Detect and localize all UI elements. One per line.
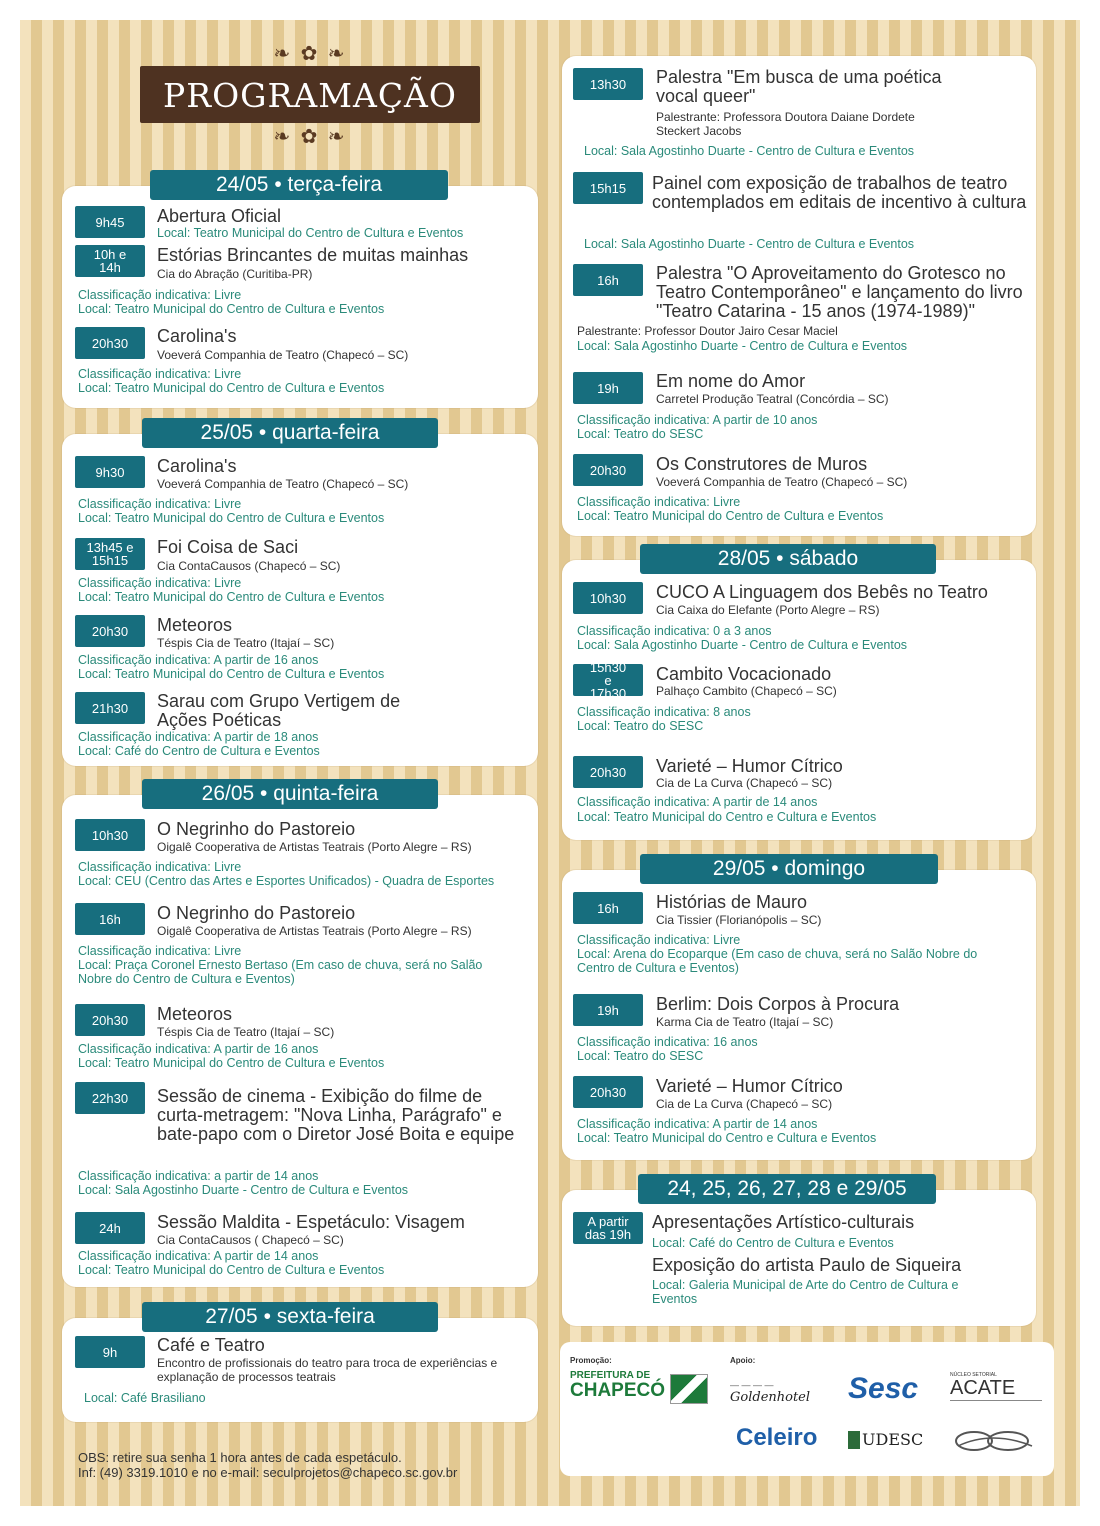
event-location: Local: Teatro Municipal do Centro de Cultura e Eventos (78, 511, 385, 525)
time-badge: 20h30 (75, 1004, 145, 1036)
event-location: Local: Teatro do SESC (577, 427, 704, 441)
event-classification: Classificação indicativa: Livre (78, 944, 242, 958)
time-badge: 16h (573, 892, 643, 924)
event-location: Local: Teatro do SESC (577, 719, 704, 733)
sponsors-panel (560, 1342, 1054, 1476)
event-location: Local: Teatro Municipal do Centro de Cultura e Eventos (78, 590, 385, 604)
event-location: Local: Teatro Municipal do Centro e Cultura e Eventos (577, 1131, 877, 1145)
footer-notes (78, 1450, 457, 1480)
flag-icon (670, 1374, 708, 1404)
event-company: Voeverá Companhia de Teatro (Chapecó – SC) (157, 348, 409, 362)
time-badge: 20h30 (573, 1076, 643, 1108)
event-classification: Classificação indicativa: 8 anos (577, 705, 751, 719)
event-location: Local: Teatro Municipal do Centro de Cultura e Eventos (78, 381, 385, 395)
event-title: Cambito Vocacionado (656, 664, 832, 684)
event-title: Sessão de cinema - Exibição do filme de curta-metragem: "Nova Linha, Parágrafo" e bate-papo com o Diretor José Boita e equipe (157, 1086, 515, 1144)
time-badge: 15h15 (573, 172, 643, 204)
ceo-swoosh-icon (952, 1428, 1038, 1454)
time-badge: 9h (75, 1336, 145, 1368)
time-badge: 10h e 14h (75, 245, 145, 277)
event-company: Voeverá Companhia de Teatro (Chapecó – SC) (157, 477, 409, 491)
event-company: Cia ContaCausos (Chapecó – SC) (157, 559, 341, 573)
event-company: Cia de La Curva (Chapecó – SC) (656, 776, 833, 790)
event-title: Sessão Maldita - Espetáculo: Visagem (157, 1212, 465, 1232)
event-title: Em nome do Amor (656, 371, 806, 391)
event-company: Palhaço Cambito (Chapecó – SC) (656, 684, 837, 698)
event-location: Local: Teatro Municipal do Centro de Cultura e Eventos (78, 1056, 385, 1070)
golden-hotel-logo: — — — — Goldenhotel (730, 1380, 811, 1405)
event-description: Encontro de profissionais do teatro para troca de experiências e explanação de processos teatrais (157, 1356, 498, 1384)
udesc-logo: UDESC (848, 1430, 923, 1449)
day-header-28: 28/05 • sábado (640, 544, 936, 574)
event-classification: Classificação indicativa: A partir de 18 anos (78, 730, 319, 744)
ornament-bottom: ❧ ✿ ❧ (273, 124, 347, 148)
event-title: Abertura Oficial (157, 206, 282, 226)
event-company: Cia ContaCausos ( Chapecó – SC) (157, 1233, 344, 1247)
event-title: Foi Coisa de Saci (157, 537, 299, 557)
event-classification: Classificação indicativa: Livre (78, 497, 242, 511)
event-location: Local: Teatro Municipal do Centro de Cultura e Eventos (157, 226, 464, 240)
event-classification: Classificação indicativa: Livre (78, 288, 242, 302)
event-location: Local: Sala Agostinho Duarte - Centro de Cultura e Eventos (584, 144, 915, 158)
event-classification: Classificação indicativa: A partir de 16 anos (78, 653, 319, 667)
event-title-2: Exposição do artista Paulo de Siqueira (652, 1255, 962, 1275)
event-location: Local: Teatro Municipal do Centro de Cultura e Eventos (78, 667, 385, 681)
ornament-top: ❧ ✿ ❧ (273, 41, 347, 65)
event-location: Local: Praça Coronel Ernesto Bertaso (Em caso de chuva, será no Salão Nobre do Centro de Cultura e Eventos) (78, 958, 483, 986)
acate-logo: NÚCLEO SETORIAL ACATE (950, 1372, 1042, 1409)
event-location: Local: Sala Agostinho Duarte - Centro de Cultura e Eventos (577, 339, 908, 353)
event-title: Palestra "O Aproveitamento do Grotesco no Teatro Contemporâneo" e lançamento do livro "Teatro Catarina - 15 anos (1974-1989)" (656, 263, 1023, 321)
prefeitura-chapeco-logo: PREFEITURA DE CHAPECÓ (570, 1370, 710, 1410)
event-location: Local: Teatro Municipal do Centro e Cultura e Eventos (577, 810, 877, 824)
day-header-27: 27/05 • sexta-feira (142, 1302, 438, 1332)
event-classification: Classificação indicativa: A partir de 14 anos (78, 1249, 319, 1263)
event-title: Meteoros (157, 1004, 233, 1024)
event-title: O Negrinho do Pastoreio (157, 903, 356, 923)
event-company: Téspis Cia de Teatro (Itajaí – SC) (157, 1025, 335, 1039)
event-company: Voeverá Companhia de Teatro (Chapecó – SC) (656, 475, 908, 489)
event-company: Carretel Produção Teatral (Concórdia – SC) (656, 392, 889, 406)
footer-obs: OBS: retire sua senha 1 hora antes de cada espetáculo. (78, 1450, 402, 1465)
event-classification: Classificação indicativa: a partir de 14 anos (78, 1169, 319, 1183)
event-company: Karma Cia de Teatro (Itajaí – SC) (656, 1015, 834, 1029)
day-header-26: 26/05 • quinta-feira (142, 779, 438, 809)
event-company: Cia de La Curva (Chapecó – SC) (656, 1097, 833, 1111)
time-badge: 9h45 (75, 206, 145, 238)
event-classification: Classificação indicativa: Livre (577, 933, 741, 947)
time-badge: 21h30 (75, 692, 145, 724)
event-title: Varieté – Humor Cítrico (656, 1076, 843, 1096)
time-badge: 10h30 (573, 582, 643, 614)
time-badge: 15h30 e 17h30 (573, 664, 643, 696)
event-speaker: Palestrante: Professor Doutor Jairo Cesar Maciel (577, 324, 838, 338)
time-badge: 22h30 (75, 1082, 145, 1114)
event-company: Téspis Cia de Teatro (Itajaí – SC) (157, 636, 335, 650)
support-label: Apoio: (730, 1356, 756, 1365)
time-badge: 20h30 (573, 756, 643, 788)
time-badge: 19h (573, 372, 643, 404)
event-classification: Classificação indicativa: A partir de 16 anos (78, 1042, 319, 1056)
time-badge: 9h30 (75, 456, 145, 488)
event-title: Carolina's (157, 326, 237, 346)
event-speaker: Palestrante: Professora Doutora Daiane Dordete Steckert Jacobs (656, 110, 915, 138)
event-title: Palestra "Em busca de uma poética vocal queer" (656, 67, 942, 106)
event-company: Cia Caixa do Elefante (Porto Alegre – RS) (656, 603, 880, 617)
event-title: Apresentações Artístico-culturais (652, 1212, 915, 1232)
event-company: Cia Tissier (Florianópolis – SC) (656, 913, 822, 927)
event-classification: Classificação indicativa: A partir de 14 anos (577, 795, 818, 809)
event-location: Local: Teatro Municipal do Centro de Cultura e Eventos (78, 302, 385, 316)
time-badge: 20h30 (75, 327, 145, 359)
title-block (140, 42, 480, 147)
footer-contact: Inf: (49) 3319.1010 e no e-mail: seculprojetos@chapeco.sc.gov.br (78, 1465, 458, 1480)
event-title: Estórias Brincantes de muitas mainhas (157, 245, 469, 265)
time-badge: 16h (75, 903, 145, 935)
time-badge: 19h (573, 994, 643, 1026)
event-company: Cia do Abração (Curitiba-PR) (157, 267, 313, 281)
day-header-24: 24/05 • terça-feira (150, 170, 448, 200)
event-location: Local: Arena do Ecoparque (Em caso de chuva, será no Salão Nobre do Centro de Cultura e Eventos) (577, 947, 978, 975)
event-location: Local: CEU (Centro das Artes e Esportes Unificados) - Quadra de Esportes (78, 874, 495, 888)
event-location-2: Local: Galeria Municipal de Arte do Centro de Cultura e Eventos (652, 1278, 959, 1306)
sesc-logo: Sesc (848, 1372, 919, 1405)
time-badge: 13h30 (573, 68, 643, 100)
event-classification: Classificação indicativa: Livre (577, 495, 741, 509)
event-title: Os Construtores de Muros (656, 454, 868, 474)
time-badge: 20h30 (573, 454, 643, 486)
udesc-mark-icon (848, 1431, 860, 1449)
event-title: Café e Teatro (157, 1335, 265, 1355)
event-title: Meteoros (157, 615, 233, 635)
event-company: Oigalê Cooperativa de Artistas Teatrais (Porto Alegre – RS) (157, 924, 472, 938)
event-title: Painel com exposição de trabalhos de teatro contemplados em editais de incentivo à cultura (652, 173, 1027, 212)
event-location: Local: Teatro Municipal do Centro de Cultura e Eventos (78, 1263, 385, 1277)
event-classification: Classificação indicativa: 0 a 3 anos (577, 624, 772, 638)
time-badge: 20h30 (75, 615, 145, 647)
time-badge: 13h45 e 15h15 (75, 538, 145, 570)
event-title: Carolina's (157, 456, 237, 476)
event-title: Varieté – Humor Cítrico (656, 756, 843, 776)
event-location: Local: Café do Centro de Cultura e Eventos (78, 744, 320, 758)
event-location: Local: Teatro do SESC (577, 1049, 704, 1063)
event-location: Local: Sala Agostinho Duarte - Centro de Cultura e Eventos (78, 1183, 409, 1197)
promotion-label: Promoção: (570, 1356, 612, 1365)
event-title: O Negrinho do Pastoreio (157, 819, 356, 839)
event-location: Local: Café Brasiliano (84, 1391, 206, 1405)
ceo-logo-icon (952, 1428, 1038, 1454)
event-location: Local: Teatro Municipal do Centro de Cultura e Eventos (577, 509, 884, 523)
event-location: Local: Sala Agostinho Duarte - Centro de Cultura e Eventos (577, 638, 908, 652)
day-header-25: 25/05 • quarta-feira (142, 418, 438, 448)
day-header-all: 24, 25, 26, 27, 28 e 29/05 (638, 1174, 936, 1204)
event-classification: Classificação indicativa: Livre (78, 860, 242, 874)
event-classification: Classificação indicativa: A partir de 14 anos (577, 1117, 818, 1131)
event-title: Histórias de Mauro (656, 892, 808, 912)
event-company: Oigalê Cooperativa de Artistas Teatrais (Porto Alegre – RS) (157, 840, 472, 854)
event-location: Local: Sala Agostinho Duarte - Centro de Cultura e Eventos (584, 237, 915, 251)
event-title: CUCO A Linguagem dos Bebês no Teatro (656, 582, 988, 602)
event-classification: Classificação indicativa: A partir de 10 anos (577, 413, 818, 427)
day-header-29: 29/05 • domingo (640, 854, 938, 884)
celeiro-logo: Celeiro (736, 1424, 818, 1451)
time-badge: 24h (75, 1212, 145, 1244)
event-title: Sarau com Grupo Vertigem de Ações Poéticas (157, 691, 401, 730)
time-badge: 16h (573, 264, 643, 296)
event-classification: Classificação indicativa: Livre (78, 367, 242, 381)
time-badge: 10h30 (75, 819, 145, 851)
event-classification: Classificação indicativa: Livre (78, 576, 242, 590)
event-title: Berlim: Dois Corpos à Procura (656, 994, 900, 1014)
page-title: PROGRAMAÇÃO (140, 66, 480, 123)
time-badge: A partir das 19h (573, 1212, 643, 1244)
event-location: Local: Café do Centro de Cultura e Eventos (652, 1236, 894, 1250)
event-classification: Classificação indicativa: 16 anos (577, 1035, 758, 1049)
